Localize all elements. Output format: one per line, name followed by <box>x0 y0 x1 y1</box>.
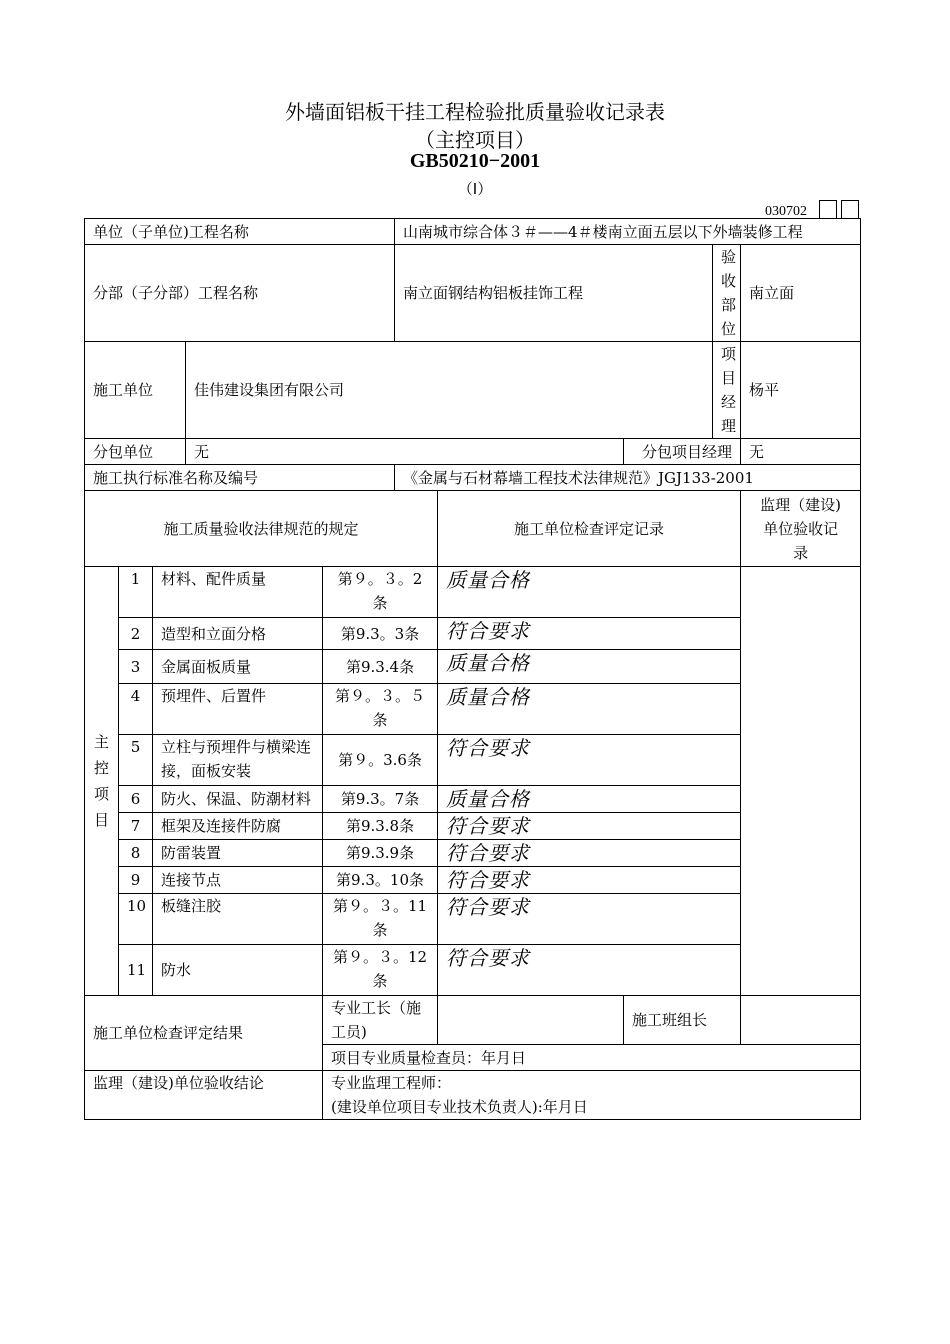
team-leader-label: 施工班组长 <box>624 996 741 1045</box>
item-number: 10 <box>119 894 153 945</box>
row-column-headers <box>85 491 861 567</box>
code-box-2[interactable] <box>841 200 859 219</box>
item-clause: 第９。３。12条 <box>323 945 438 996</box>
supervision-column-header <box>741 491 861 567</box>
foreman-signature[interactable] <box>438 996 624 1045</box>
spec-column-header: 施工质量验收法律规范的规定 <box>85 491 438 567</box>
item-record: 符合要求 <box>438 945 741 996</box>
form-code: 030702 <box>765 204 807 219</box>
item-record: 符合要求 <box>438 867 741 894</box>
item-record: 质量合格 <box>438 650 741 684</box>
item-name: 立柱与预埋件与横梁连接，面板安装 <box>153 735 323 786</box>
engineer-label: 专业监理工程师： <box>331 1074 452 1092</box>
item-name: 防雷装置 <box>153 840 323 867</box>
conclusion-signatures <box>323 1071 861 1120</box>
item-record: 质量合格 <box>438 567 741 618</box>
item-number: 2 <box>119 618 153 650</box>
record-column-header: 施工单位检查评定记录 <box>438 491 741 567</box>
subcontractor-label: 分包单位 <box>85 439 186 465</box>
item-name: 防火、保温、防潮材料 <box>153 786 323 813</box>
subproject-label: 分部（子分部）工程名称 <box>85 245 395 342</box>
form-volume: （Ⅰ） <box>457 182 493 198</box>
item-name: 材料、配件质量 <box>153 567 323 618</box>
code-box-1[interactable] <box>819 200 837 219</box>
row-contractor <box>85 342 861 439</box>
supervision-header-line3: 录 <box>793 543 809 562</box>
item-number: 7 <box>119 813 153 840</box>
item-name: 预埋件、后置件 <box>153 684 323 735</box>
item-name: 连接节点 <box>153 867 323 894</box>
eval-result-label: 施工单位检查评定结果 <box>85 996 323 1071</box>
standard-label: 施工执行标准名称及编号 <box>85 465 395 491</box>
sub-pm-label: 分包项目经理 <box>624 439 741 465</box>
item-number: 6 <box>119 786 153 813</box>
project-label: 单位（子单位)工程名称 <box>85 219 395 245</box>
item-name: 板缝注胶 <box>153 894 323 945</box>
item-record: 符合要求 <box>438 813 741 840</box>
row-conclusion <box>85 1071 861 1120</box>
item-number: 1 <box>119 567 153 618</box>
form-subtitle: （主控项目） <box>415 128 535 152</box>
item-clause: 第９。3.6条 <box>323 735 438 786</box>
row-eval-top <box>85 996 861 1045</box>
item-clause: 第9.3.9条 <box>323 840 438 867</box>
item-record: 符合要求 <box>438 894 741 945</box>
subproject-value: 南立面钢结构铝板挂饰工程 <box>395 245 713 342</box>
supervision-header-line2: 单位验收记 <box>763 519 839 538</box>
item-record: 符合要求 <box>438 735 741 786</box>
item-record: 质量合格 <box>438 786 741 813</box>
row-subcontractor <box>85 439 861 465</box>
item-record: 符合要求 <box>438 618 741 650</box>
inspector-label: 项目专业质量检查员：年月日 <box>323 1045 861 1071</box>
foreman-label: 专业工长（施工员) <box>323 996 438 1045</box>
item-name: 造型和立面分格 <box>153 618 323 650</box>
pm-value: 杨平 <box>741 342 861 439</box>
supervision-record <box>741 567 861 996</box>
owner-label: (建设单位项目专业技术负责人):年月日 <box>331 1098 588 1116</box>
item-clause: 第9.3.4条 <box>323 650 438 684</box>
item-number: 5 <box>119 735 153 786</box>
subcontractor-value: 无 <box>186 439 624 465</box>
item-record: 质量合格 <box>438 684 741 735</box>
standard-value: 《金属与石材幕墙工程技术法律规范》JGJ133-2001 <box>395 465 861 491</box>
item-clause: 第9.3。3条 <box>323 618 438 650</box>
item-number: 4 <box>119 684 153 735</box>
form-title: 外墙面铝板干挂工程检验批质量验收记录表 <box>285 100 665 124</box>
conclusion-label: 监理（建设)单位验收结论 <box>85 1071 323 1120</box>
item-number: 11 <box>119 945 153 996</box>
inspection-table <box>84 218 861 1120</box>
item-name: 框架及连接件防腐 <box>153 813 323 840</box>
item-clause: 第9.3。7条 <box>323 786 438 813</box>
sub-pm-value: 无 <box>741 439 861 465</box>
standard-code: GB50210−2001 <box>409 150 541 172</box>
item-name: 防水 <box>153 945 323 996</box>
acceptance-part-label: 验收部位 <box>713 245 741 342</box>
item-clause: 第9.3。10条 <box>323 867 438 894</box>
item-number: 8 <box>119 840 153 867</box>
contractor-label: 施工单位 <box>85 342 186 439</box>
acceptance-part-value: 南立面 <box>741 245 861 342</box>
item-clause: 第９。３。2条 <box>323 567 438 618</box>
row-standard <box>85 465 861 491</box>
item-record: 符合要求 <box>438 840 741 867</box>
item-name: 金属面板质量 <box>153 650 323 684</box>
item-clause: 第９。３。11条 <box>323 894 438 945</box>
row-project <box>85 219 861 245</box>
project-value: 山南城市综合体３＃——4＃楼南立面五层以下外墙装修工程 <box>395 219 861 245</box>
team-leader-signature[interactable] <box>741 996 861 1045</box>
item-clause: 第9.3.8条 <box>323 813 438 840</box>
item-number: 3 <box>119 650 153 684</box>
main-control-group-label: 主 控 项 目 <box>85 567 119 996</box>
contractor-value: 佳伟建设集团有限公司 <box>186 342 713 439</box>
item-number: 9 <box>119 867 153 894</box>
table-row <box>85 567 861 618</box>
row-subproject <box>85 245 861 342</box>
pm-label: 项目经理 <box>713 342 741 439</box>
item-clause: 第９。３。５条 <box>323 684 438 735</box>
supervision-header-line1: 监理（建设) <box>760 495 841 514</box>
